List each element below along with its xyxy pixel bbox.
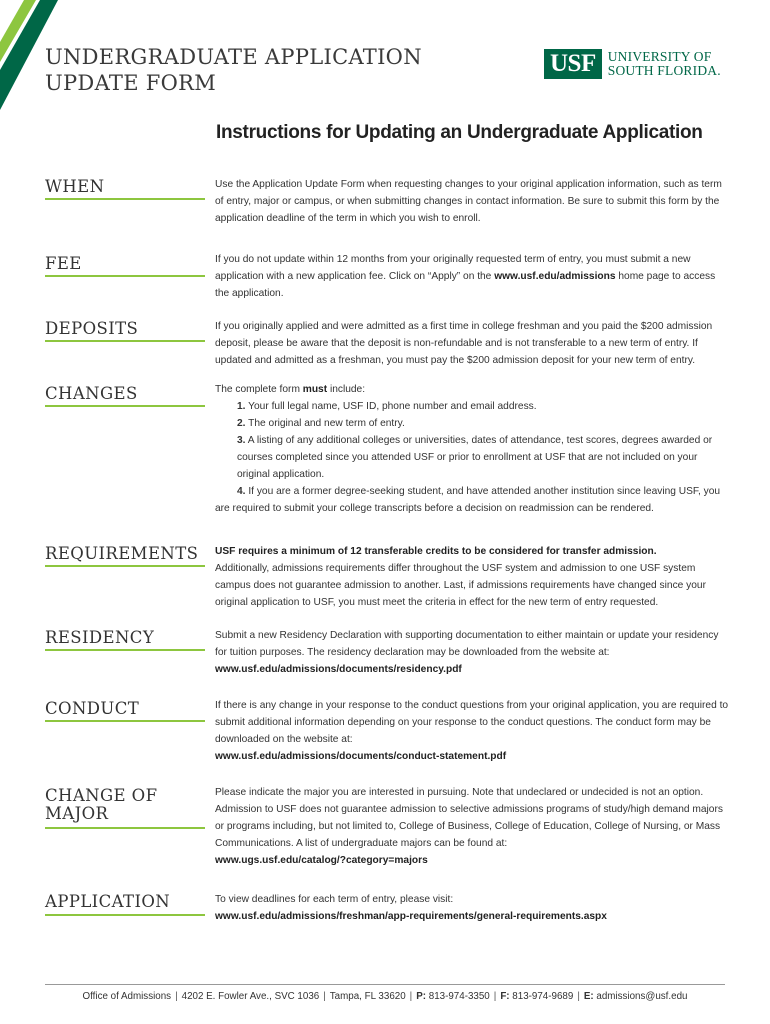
instructions-heading: Instructions for Updating an Undergraduate Application: [216, 122, 703, 143]
section-rule: [45, 275, 205, 277]
footer-email[interactable]: admissions@usf.edu: [596, 991, 688, 1002]
section-rule: [45, 720, 205, 722]
list-item: 2. The original and new term of entry.: [237, 418, 405, 429]
footer: Office of Admissions | 4202 E. Fowler Ave., SVC 1036 | Tampa, FL 33620 | P: 813-974-3350 | F: 813-974-9689 | E: admissions@usf.edu: [82, 991, 688, 1002]
section-rule: [45, 198, 205, 200]
logo-line1: UNIVERSITY OF: [607, 49, 712, 64]
section-rule: [45, 914, 205, 916]
section-label: DEPOSITS: [45, 319, 139, 338]
section-label: CHANGE OF MAJOR: [45, 786, 158, 823]
usf-logo-mark: USF: [544, 49, 602, 79]
requirements-bold: USF requires a minimum of 12 transferable credits to be considered for transfer admission.: [215, 546, 657, 557]
section-body: Submit a new Residency Declaration with supporting documentation to either maintain or update your residency for tuition purposes. The residency declaration may be downloaded from the website at: www.usf.edu/admissions/documents/residency.pdf: [215, 630, 719, 675]
section-rule: [45, 405, 205, 407]
footer-divider: [45, 984, 725, 985]
residency-link[interactable]: www.usf.edu/admissions/documents/residency.pdf: [215, 664, 462, 675]
footer-address: 4202 E. Fowler Ave., SVC 1036: [181, 991, 320, 1002]
usf-admissions-link[interactable]: www.usf.edu/admissions: [494, 271, 616, 282]
section-body: Please indicate the major you are interested in pursuing. Note that undeclared or undecided is not an option. Admission to USF does not guarantee admission to selective admissions programs of study/high demand majors or programs including, but not limited to, College of Business, College of Education, College of Nursing, or Mass Communications. A list of undergraduate majors can be found at: www.ugs.usf.edu/catalog/?category=majors: [215, 787, 723, 866]
section-rule: [45, 827, 205, 829]
footer-phone: 813-974-3350: [428, 991, 490, 1002]
section-body: USF requires a minimum of 12 transferable credits to be considered for transfer admission. Additionally, admissions requirements differ throughout the USF system and admission to one USF system campus does not guarantee admission to another. Last, if admissions requirements have changed since your original application to USF, you must meet the criteria in effect for the new term of entry requested.: [215, 546, 706, 608]
list-item: 1. Your full legal name, USF ID, phone number and email address.: [237, 401, 537, 412]
section-label: WHEN: [45, 177, 105, 196]
section-body: [215, 251, 730, 302]
form-title-line2: UPDATE FORM: [45, 71, 217, 95]
usf-logo-wordmark: [608, 50, 721, 78]
list-item: 3. A listing of any additional colleges or universities, dates of attendance, test scores, degrees awarded or courses completed since you attended USF or prior to enrollment at USF that are not included on your original application.: [237, 435, 713, 480]
section-label: RESIDENCY: [45, 628, 155, 647]
section-label: APPLICATION: [45, 892, 171, 911]
section-label: CHANGES: [45, 384, 138, 403]
section-body: If there is any change in your response to the conduct questions from your original application, you are required to submit additional information depending on your response to the conduct questions. The conduct form may be downloaded on the website at: www.usf.edu/admissions/documents/conduct-statement.pdf: [215, 700, 729, 762]
section-rule: [45, 340, 205, 342]
changes-intro: The complete form must include:: [215, 384, 366, 395]
logo-line2: SOUTH FLORIDA.: [607, 63, 721, 78]
fee-text-before: If you do not update within 12 months from your originally requested term of entry, you must submit a new application with a new application fee. Click on “Apply” on the: [215, 254, 691, 282]
footer-city: Tampa, FL 33620: [329, 991, 406, 1002]
conduct-link[interactable]: www.usf.edu/admissions/documents/conduct-statement.pdf: [215, 751, 507, 762]
form-title: [45, 44, 422, 96]
section-body: Use the Application Update Form when requesting changes to your original application information, such as term of entry, major or campus, or when submitting changes in contact information. Be sure to submit this form by the application deadline of the term in which you wish to enroll.: [215, 179, 722, 224]
list-item: 4. If you are a former degree-seeking student, and have attended another institution since leaving USF, you are required to submit your college transcripts before a decision on readmission can be rendered.: [215, 486, 721, 514]
form-title-line1: UNDERGRADUATE APPLICATION: [45, 45, 422, 69]
section-label: REQUIREMENTS: [45, 544, 199, 563]
section-body: [215, 381, 730, 517]
requirements-link[interactable]: www.usf.edu/admissions/freshman/app-requirements/general-requirements.aspx: [215, 911, 607, 922]
section-rule: [45, 565, 205, 567]
section-label: FEE: [45, 254, 82, 273]
footer-fax: 813-974-9689: [512, 991, 574, 1002]
section-label: CONDUCT: [45, 699, 140, 718]
section-body: To view deadlines for each term of entry, please visit: www.usf.edu/admissions/freshman/app-requirements/general-requirements.aspx: [215, 894, 607, 922]
fee-text-after: home page to access the application.: [215, 271, 716, 299]
section-body: If you originally applied and were admitted as a first time in college freshman and you paid the $200 admission deposit, please be aware that the deposit is non-refundable and is not transferable to a new term of entry. If updated and admitted as a freshman, you must pay the $200 admission deposit for your new term of entry.: [215, 321, 713, 366]
footer-office: Office of Admissions: [82, 991, 172, 1002]
usf-logo: [544, 48, 721, 80]
section-rule: [45, 649, 205, 651]
majors-link[interactable]: www.ugs.usf.edu/catalog/?category=majors: [215, 855, 428, 866]
